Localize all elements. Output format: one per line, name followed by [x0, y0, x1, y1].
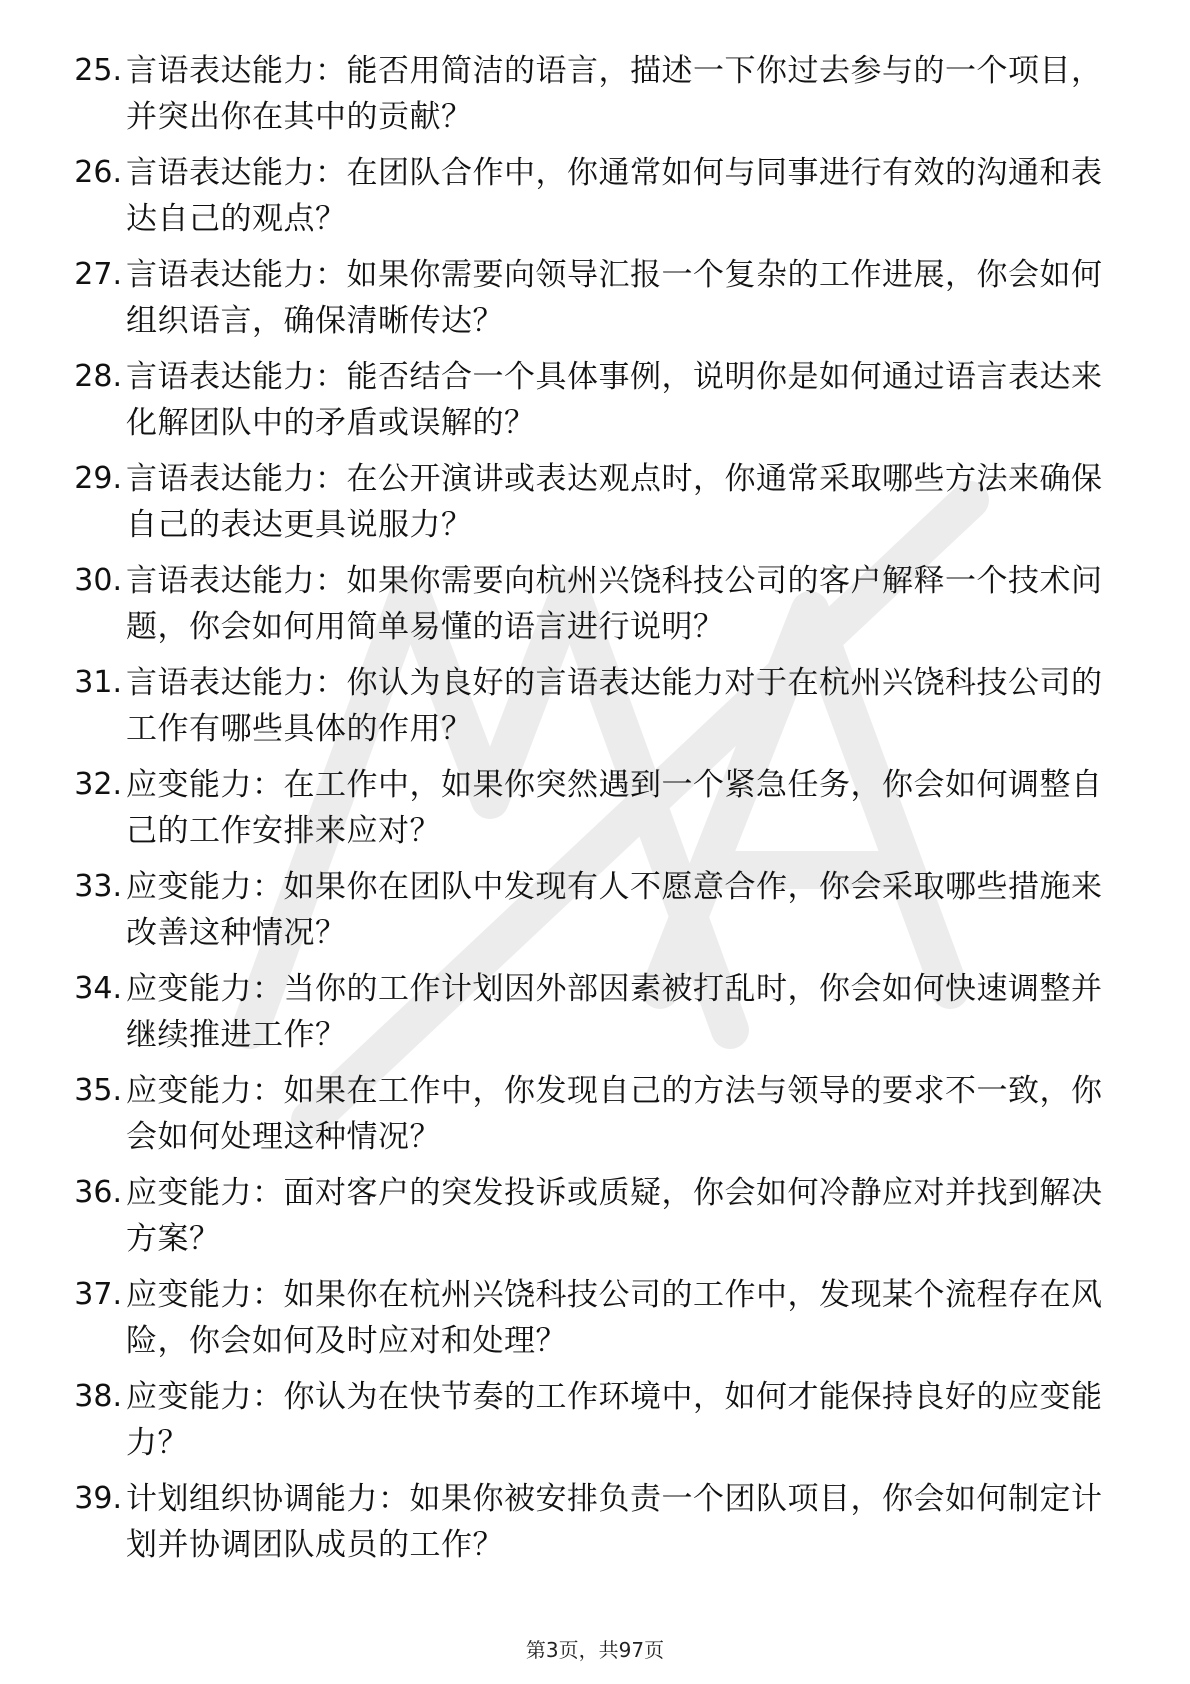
question-item	[56, 1476, 1116, 1578]
question-item	[56, 150, 1116, 252]
question-number: 27.	[74, 257, 122, 292]
question-number: 31.	[74, 665, 122, 700]
question-number: 32.	[74, 767, 122, 802]
question-text: 言语表达能力：在团队合作中，你通常如何与同事进行有效的沟通和表达自己的观点？	[126, 155, 1103, 237]
question-item	[56, 1170, 1116, 1272]
question-item	[56, 762, 1116, 864]
question-text: 应变能力：面对客户的突发投诉或质疑，你会如何冷静应对并找到解决方案？	[126, 1175, 1103, 1257]
question-item	[56, 48, 1116, 150]
question-text: 应变能力：你认为在快节奏的工作环境中，如何才能保持良好的应变能力？	[126, 1379, 1103, 1461]
question-number: 36.	[74, 1175, 122, 1210]
question-number: 35.	[74, 1073, 122, 1108]
question-text: 应变能力：如果你在团队中发现有人不愿意合作，你会采取哪些措施来改善这种情况？	[126, 869, 1103, 951]
question-text: 言语表达能力：如果你需要向杭州兴饶科技公司的客户解释一个技术问题，你会如何用简单易懂的语言进行说明？	[126, 563, 1103, 645]
question-number: 25.	[74, 53, 122, 88]
question-item	[56, 1272, 1116, 1374]
question-text: 应变能力：当你的工作计划因外部因素被打乱时，你会如何快速调整并继续推进工作？	[126, 971, 1103, 1053]
question-text: 言语表达能力：能否结合一个具体事例，说明你是如何通过语言表达来化解团队中的矛盾或误解的？	[126, 359, 1103, 441]
question-text: 言语表达能力：如果你需要向领导汇报一个复杂的工作进展，你会如何组织语言，确保清晰传达？	[126, 257, 1103, 339]
question-item	[56, 864, 1116, 966]
question-item	[56, 252, 1116, 354]
question-number: 34.	[74, 971, 122, 1006]
question-number: 33.	[74, 869, 122, 904]
question-number: 39.	[74, 1481, 122, 1516]
question-item	[56, 354, 1116, 456]
question-text: 言语表达能力：你认为良好的言语表达能力对于在杭州兴饶科技公司的工作有哪些具体的作用？	[126, 665, 1103, 747]
question-item	[56, 456, 1116, 558]
question-text: 计划组织协调能力：如果你被安排负责一个团队项目，你会如何制定计划并协调团队成员的工作？	[126, 1481, 1103, 1563]
question-item	[56, 660, 1116, 762]
question-number: 30.	[74, 563, 122, 598]
question-number: 28.	[74, 359, 122, 394]
question-number: 29.	[74, 461, 122, 496]
question-item	[56, 1068, 1116, 1170]
question-text: 应变能力：如果在工作中，你发现自己的方法与领导的要求不一致，你会如何处理这种情况？	[126, 1073, 1103, 1155]
page-number-label: 第3页，共97页	[525, 1638, 665, 1662]
question-number: 37.	[74, 1277, 122, 1312]
question-item	[56, 558, 1116, 660]
page-footer	[0, 1636, 1190, 1664]
question-number: 38.	[74, 1379, 122, 1414]
question-text: 言语表达能力：在公开演讲或表达观点时，你通常采取哪些方法来确保自己的表达更具说服力？	[126, 461, 1103, 543]
question-item	[56, 966, 1116, 1068]
question-text: 应变能力：如果你在杭州兴饶科技公司的工作中，发现某个流程存在风险，你会如何及时应对和处理？	[126, 1277, 1103, 1359]
question-item	[56, 1374, 1116, 1476]
question-text: 应变能力：在工作中，如果你突然遇到一个紧急任务，你会如何调整自己的工作安排来应对？	[126, 767, 1103, 849]
question-number: 26.	[74, 155, 122, 190]
question-list	[56, 48, 1116, 1578]
question-text: 言语表达能力：能否用简洁的语言，描述一下你过去参与的一个项目，并突出你在其中的贡献？	[126, 53, 1103, 135]
